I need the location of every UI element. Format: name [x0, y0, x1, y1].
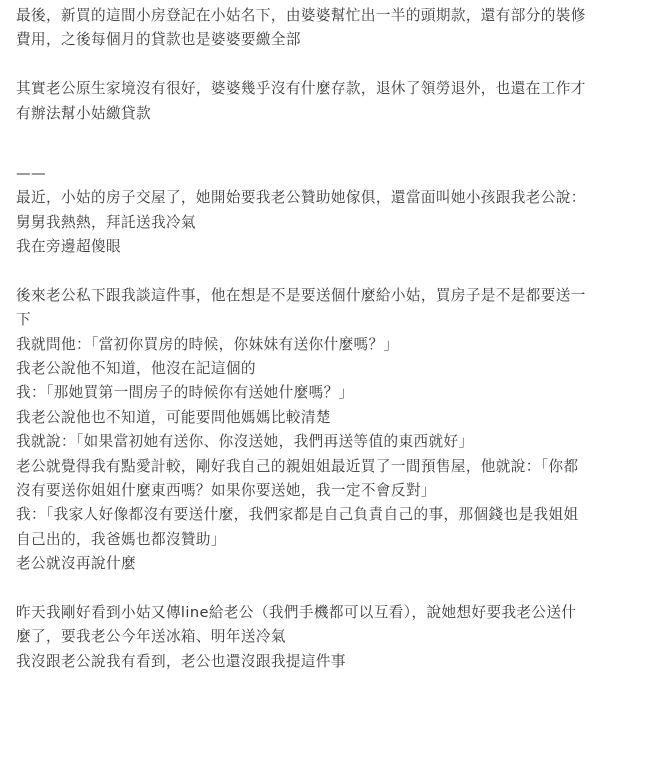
paragraph-spacer [16, 126, 644, 162]
text-line: 昨天我剛好看到小姑又傳line給老公（我們手機都可以互看），說她想好要我老公送什 [16, 603, 577, 621]
text-line: 我就說：「如果當初她有送你、你沒送她，我們再送等值的東西就好」 [16, 433, 474, 451]
paragraph-housing-purchase [16, 4, 644, 53]
text-line: 其實老公原生家境沒有很好，婆婆幾乎沒有什麼存款，退休了領勞退外，也還在工作才 [16, 80, 586, 98]
text-line: 有辦法幫小姑繳貸款 [16, 104, 151, 122]
text-line: 我老公說他也不知道，可能要問他媽媽比較清楚 [16, 408, 331, 426]
text-line: 沒有要送你姐姐什麼東西嗎？如果你要送她，我一定不會反對」 [16, 482, 436, 500]
text-line: 我：「我家人好像都沒有要送什麼，我們家都是自己負責自己的事，那個錢也是我姐姐 [16, 506, 579, 524]
paragraph-spacer [16, 577, 644, 601]
text-line: 自己出的，我爸媽也都沒贊助」 [16, 530, 226, 548]
text-line: 最近，小姑的房子交屋了，她開始要我老公贊助她傢俱，還當面叫她小孩跟我老公說： [16, 189, 586, 207]
paragraph-house-delivered [16, 186, 644, 259]
text-line: 我就問他：「當初你買房的時候，你妹妹有送你什麼嗎？」 [16, 335, 399, 353]
paragraph-family-finances [16, 77, 644, 126]
paragraph-spacer [16, 260, 644, 284]
divider-dashes: —— [16, 164, 46, 182]
text-line: 我沒跟老公說我有看到，老公也還沒跟我提這件事 [16, 652, 346, 670]
text-line: 老公就沒再說什麼 [16, 555, 136, 573]
text-line: 我：「那她買第一間房子的時候你有送她什麼嗎？」 [16, 384, 354, 402]
text-line: 我在旁邊超傻眼 [16, 238, 121, 256]
paragraph-divider [16, 162, 644, 186]
post-body [16, 4, 644, 674]
text-line: 舅舅我熱熱，拜託送我冷氣 [16, 213, 196, 231]
text-line: 下 [16, 311, 31, 329]
paragraph-line-message [16, 601, 644, 674]
text-line: 老公就覺得我有點愛計較，剛好我自己的親姐姐最近買了一間預售屋，他就說：「你都 [16, 457, 579, 475]
paragraph-spacer [16, 53, 644, 77]
text-line: 後來老公私下跟我談這件事，他在想是不是要送個什麼給小姑，買房子是不是都要送一 [16, 286, 586, 304]
text-line: 麼了，要我老公今年送冰箱、明年送冷氣 [16, 628, 286, 646]
text-line: 最後，新買的這間小房登記在小姑名下，由婆婆幫忙出一半的頭期款，還有部分的裝修 [16, 7, 586, 24]
paragraph-private-conversation [16, 284, 644, 577]
text-line: 費用，之後每個月的貸款也是婆婆要繳全部 [16, 31, 301, 49]
text-line: 我老公說他不知道，他沒在記這個的 [16, 360, 256, 378]
